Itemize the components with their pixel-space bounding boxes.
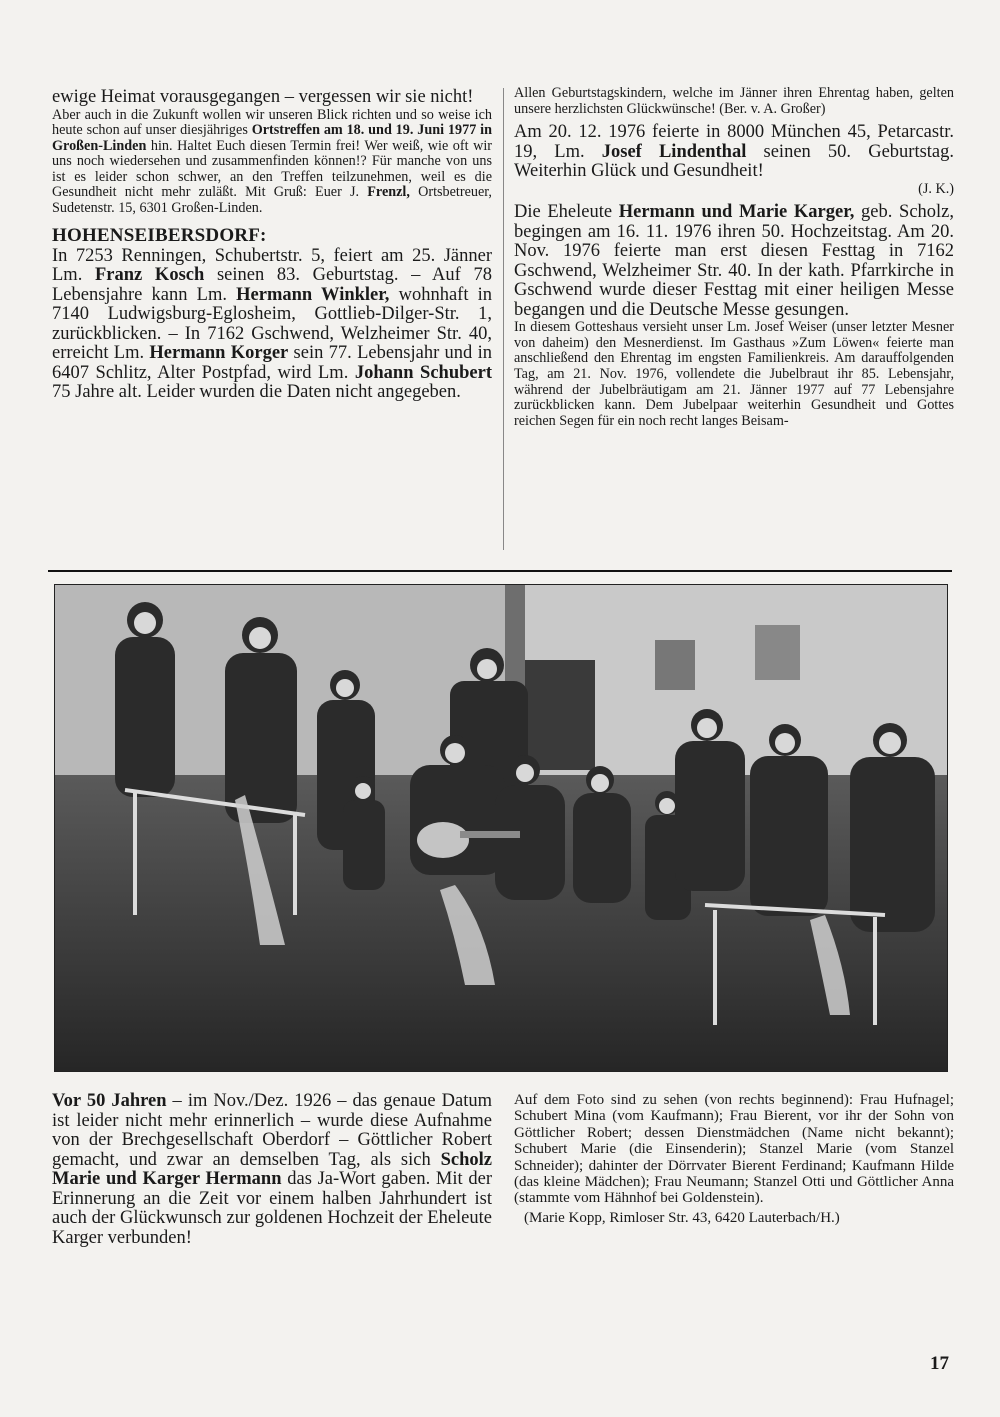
caption-right-text: Auf dem Foto sind zu sehen (von rechts beginnend): Frau Hufnagel; Schubert Mina (vom Kaufmann); Frau Bierent, vor ihr der Sohn von Göttlicher Robert; dessen Dienstmädchen (Name nicht bekannt); Schubert Marie (die Einsenderin); Stanzel Marie (vom Stanzel Schneider); dahinter der Dörrvater Bierent Ferdinand; Kaufmann Hilde (das kleine Mädchen); Frau Neumann; Stanzel Otti und Göttlicher Anna (stammte vom Hähnhof bei Goldenstein).	[514, 1092, 954, 1207]
right-column	[514, 86, 954, 429]
left-paragraph-intro: ewige Heimat vorausgegangen – vergessen wir sie nicht!	[52, 87, 474, 107]
left-paragraph-meeting: Aber auch in die Zukunft wollen wir unseren Blick richten und so weise ich heute schon auf unser diesjähriges Ortstreffen am 18. und 19. Juni 1977 in Großen-Linden hin. Haltet Euch diesen Termin frei! Wer weiß, wie oft wir uns noch wiedersehen und zusammenfinden können!? Für manche von uns ist es leider schon schwer, an den Treffen teilzunehmen, weil es die Gesundheit nicht mehr zuläßt. Mit Gruß: Euer J. Frenzl, Ortsbetreuer, Sudetenstr. 15, 6301 Großen-Linden.	[52, 106, 492, 217]
right-paragraph-church: In diesem Gotteshaus versieht unser Lm. Josef Weiser (unser letzter Mesner von daheim) den Mesnerdienst. Im Gasthaus »Zum Löwen« feierte man anschließend den Ehrentag im engsten Familienkreis. Am darauffolgenden Tag, am 21. Nov. 1976, vollendete die Jubelbraut ihr 85. Lebensjahr, während der Jubelbräutigam am 21. Jänner 1977 auf 77 Lebensjahre zurückblicken kann. Dem Jubelpaar weiterhin Gesundheit und Gottes reichen Segen für ein noch recht langes Beisam-	[514, 319, 954, 429]
right-paragraph-greetings: Allen Geburtstagskindern, welche im Jänner ihren Ehrentag haben, gelten unsere herzlichsten Glückwünsche! (Ber. v. A. Großer)	[514, 85, 954, 117]
photo-caption-right	[514, 1092, 954, 1226]
caption-left-text: Vor 50 Jahren – im Nov./Dez. 1926 – das genaue Datum ist leider nicht mehr erinnerlich – wurde diese Aufnahme von der Brechgesellschaft Oberdorf – Göttlicher Robert gemacht, und zwar an demselben Tag, als sich Scholz Marie und Karger Hermann das Ja-Wort gaben. Mit der Erinnerung an die Zeit vor einem halben Jahrhundert ist auch der Glückwunsch zur goldenen Hochzeit der Eheleute Karger verbunden!	[52, 1091, 492, 1248]
signature-jk: (J. K.)	[918, 180, 954, 197]
right-paragraph-karger: Die Eheleute Hermann und Marie Karger, geb. Scholz, begingen am 16. 11. 1976 ihren 50. Hochzeitstag. Am 20. Nov. 1976 feierte man erst diesen Festtag in 7162 Gschwend, Welzheimer Str. 40. In der kath. Pfarrkirche in Gschwend wurde dieser Festtag mit einer heiligen Messe begangen und die Deutsche Messe gesungen.	[514, 202, 955, 320]
right-paragraph-lindenthal: Am 20. 12. 1976 feierte in 8000 München 45, Petarcastr. 19, Lm. Josef Lindenthal seinen 50. Geburtstag. Weiterhin Glück und Gesundheit!	[514, 122, 955, 182]
page-number: 17	[930, 1353, 949, 1374]
left-column	[52, 88, 492, 403]
photo-top-rule	[48, 570, 952, 572]
caption-credit: (Marie Kopp, Rimloser Str. 43, 6420 Lauterbach/H.)	[524, 1209, 840, 1226]
group-photo-illustration	[55, 585, 947, 1071]
historic-group-photo	[54, 584, 948, 1072]
section-heading: HOHENSEIBERSDORF:	[52, 224, 267, 246]
left-paragraph-birthdays: In 7253 Renningen, Schubertstr. 5, feiert am 25. Jänner Lm. Franz Kosch seinen 83. Geburtstag. – Auf 78 Lebensjahre kann Lm. Hermann Winkler, wohnhaft in 7140 Ludwigsburg-Eglosheim, Gottlieb-Dilger-Str. 1, zurückblicken. – In 7162 Gschwend, Welzheimer Str. 40, erreicht Lm. Hermann Korger sein 77. Lebensjahr und in 6407 Schlitz, Alter Postpfad, wird Lm. Johann Schubert 75 Jahre alt. Leider wurden die Daten nicht angegeben.	[52, 245, 493, 403]
photo-caption-left	[52, 1092, 492, 1248]
meeting-date: Ortstreffen am 18. und 19. Juni 1977 in Großen-Linden	[52, 122, 492, 154]
author-name: Frenzl,	[367, 184, 410, 201]
column-rule	[503, 88, 504, 550]
